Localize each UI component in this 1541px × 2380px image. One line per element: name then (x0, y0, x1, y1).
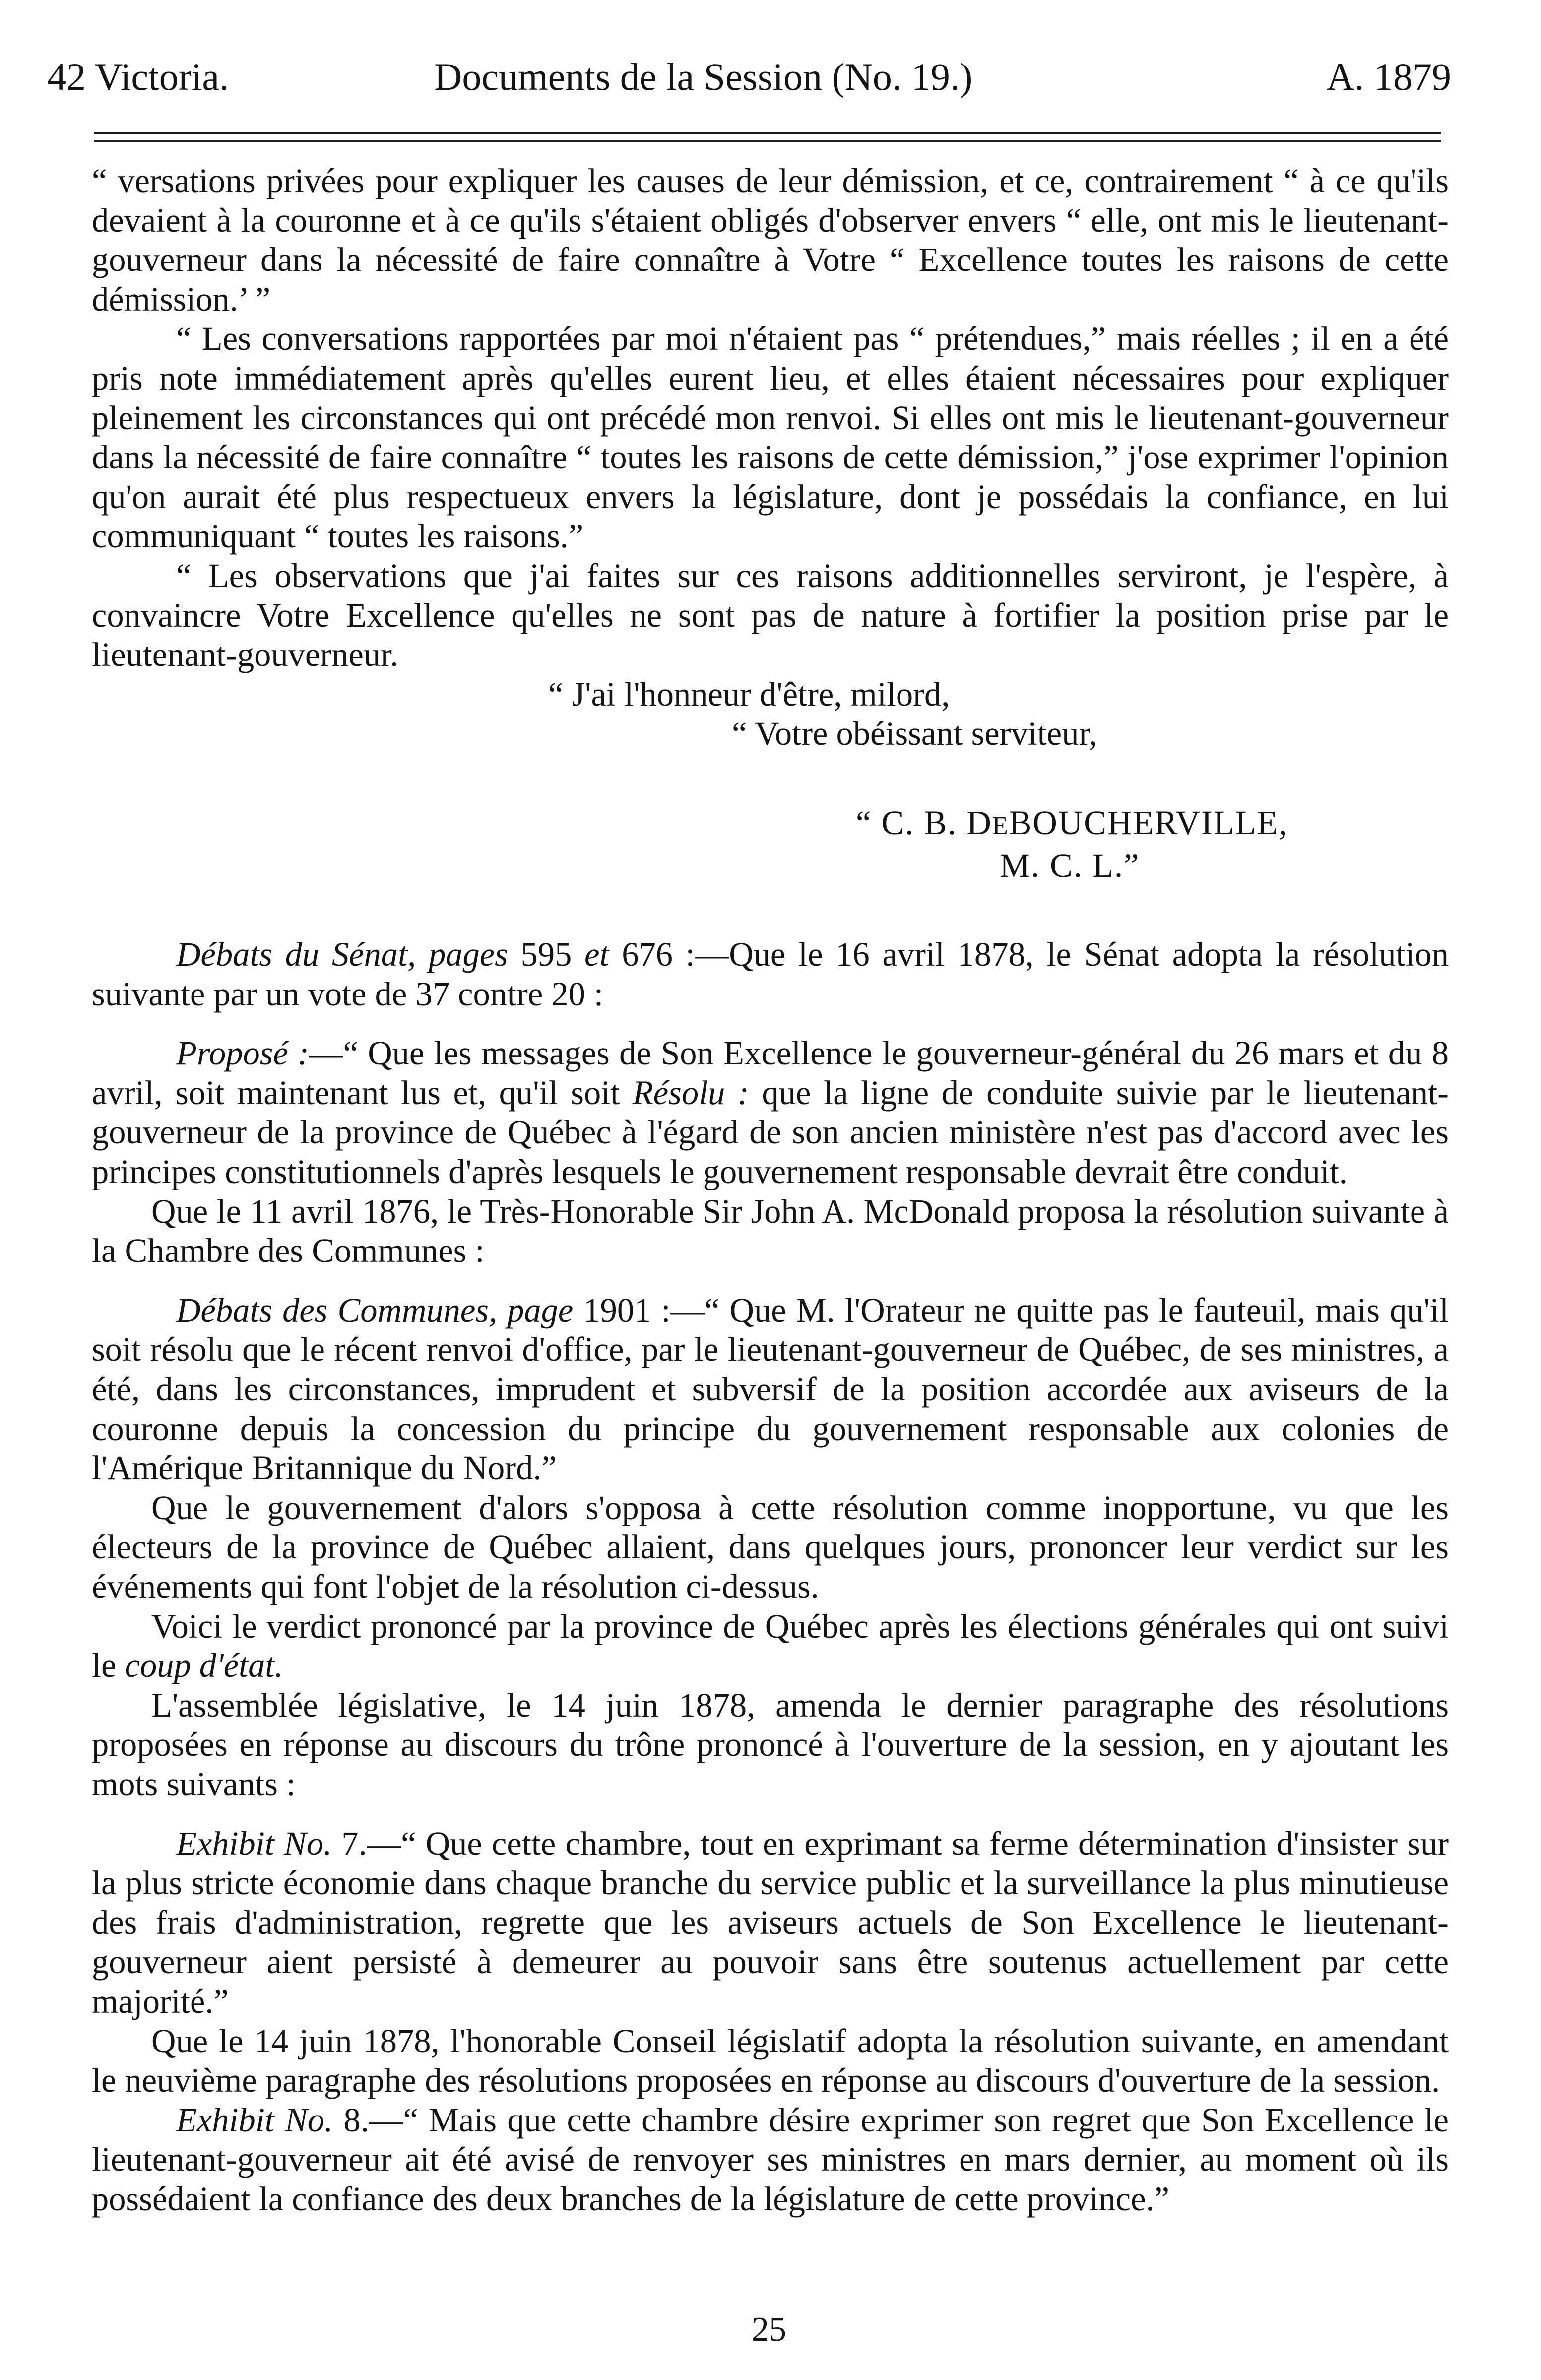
signature: “ C. B. DEBOUCHERVILLE, (856, 803, 1288, 842)
paragraph: Voici le verdict prononcé par la province de Québec après les élections générales qui ont suivi le coup d'état. (92, 1607, 1449, 1685)
quoted-paragraph: “ versations privées pour expliquer les causes de leur démission, et ce, contrairement “ à ce qu'ils devaient à la couronne et à ce qu'ils s'étaient obligés d'observer envers “ elle, ont mis le lieutenant-gouverneur dans la nécessité de faire connaître à Votre “ Excellence toutes les raisons de cette démission.’ ” (92, 162, 1449, 318)
header-title: Documents de la Session (No. 19.) (434, 55, 973, 98)
paragraph: Exhibit No. 7.—“ Que cette chambre, tout en exprimant sa ferme détermination d'insister sur la plus stricte économie dans chaque branche du service public et la surveillance la plus minutieuse des frais d'administration, regrette que les aviseurs actuels de Son Excellence le lieutenant-gouverneur aient persisté à demeurer au pouvoir sans être soutenus actuellement par cette majorité.” (92, 1824, 1449, 2020)
paragraph: Que le 14 juin 1878, l'honorable Conseil législatif adopta la résolution suivante, en amendant le neuvième paragraphe des résolutions proposées en réponse au discours d'ouverture de la session. (92, 2022, 1449, 2100)
paragraph: Débats du Sénat, pages 595 et 676 :—Que le 16 avril 1878, le Sénat adopta la résolution suivante par un vote de 37 contre 20 : (92, 935, 1449, 1013)
header-year: A. 1879 (1326, 55, 1451, 98)
header-rule-thin (94, 140, 1441, 142)
header-regnal-year: 42 Victoria. (47, 55, 229, 98)
paragraph: Que le gouvernement d'alors s'opposa à cette résolution comme inopportune, vu que les électeurs de la province de Québec allaient, dans quelques jours, prononcer leur verdict sur les événements qui font l'objet de la résolution ci-dessus. (92, 1488, 1449, 1605)
letter-closing: “ J'ai l'honneur d'être, milord, (548, 675, 950, 713)
paragraph: Exhibit No. 8.—“ Mais que cette chambre désire exprimer son regret que Son Excellence le lieutenant-gouverneur ait été avisé de renvoyer ses ministres en mars dernier, au moment où ils possédaient la confiance des deux branches de la législature de cette province.” (92, 2101, 1449, 2218)
paragraph: Débats des Communes, page 1901 :—“ Que M. l'Orateur ne quitte pas le fauteuil, mais qu'il soit résolu que le récent renvoi d'office, par le lieutenant-gouverneur de Québec, de ses ministres, a été, dans les circonstances, imprudent et subversif de la position accordée aux aviseurs de la couronne depuis la concession du principe du gouvernement responsable aux colonies de l'Amérique Britannique du Nord.” (92, 1291, 1449, 1487)
header-rule-thick (94, 132, 1441, 134)
letter-closing: “ Votre obéissant serviteur, (732, 715, 1097, 753)
paragraph: Proposé :—“ Que les messages de Son Excellence le gouverneur-général du 26 mars et du 8 avril, soit maintenant lus et, qu'il soit Résolu : que la ligne de conduite suivie par le lieutenant-gouverneur de la province de Québec à l'égard de son ancien ministère n'est pas d'accord avec les principes constitutionnels d'après lesquels le gouvernement responsable devrait être conduit. (92, 1034, 1449, 1191)
running-header (47, 50, 1451, 104)
quoted-paragraph: “ Les observations que j'ai faites sur ces raisons additionnelles serviront, je l'espère, à convaincre Votre Excellence qu'elles ne sont pas de nature à fortifier la position prise par le lieutenant-gouverneur. (92, 556, 1449, 674)
signature-title: M. C. L.” (1000, 846, 1140, 884)
paragraph: L'assemblée législative, le 14 juin 1878, amenda le dernier paragraphe des résolutions proposées en réponse au discours du trône prononcé à l'ouverture de la session, en y ajoutant les mots suivants : (92, 1686, 1449, 1803)
quoted-paragraph: “ Les conversations rapportées par moi n'étaient pas “ prétendues,” mais réelles ; il en a été pris note immédiatement après qu'elles eurent lieu, et elles étaient nécessaires pour expliquer pleinement les circonstances qui ont précédé mon renvoi. Si elles ont mis le lieutenant-gouverneur dans la nécessité de faire connaître “ toutes les raisons de cette démission,” j'ose exprimer l'opinion qu'on aurait été plus respectueux envers la législature, dont je possédais la confiance, en lui communiquant “ toutes les raisons.” (92, 320, 1449, 555)
body-text (92, 161, 1449, 2219)
page-number: 25 (752, 2311, 786, 2349)
paragraph: Que le 11 avril 1876, le Très-Honorable Sir John A. McDonald proposa la résolution suivante à la Chambre des Communes : (92, 1192, 1449, 1270)
